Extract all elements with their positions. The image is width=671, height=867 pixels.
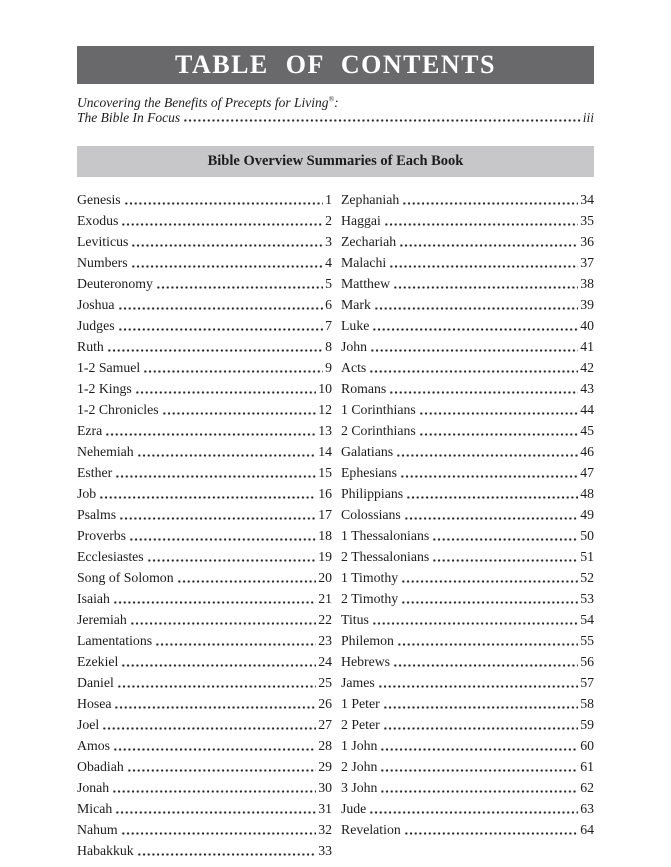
dot-leader [397, 643, 578, 646]
toc-entry-label: 1 Peter [341, 696, 380, 711]
dot-leader [113, 601, 316, 604]
toc-entry-page: 35 [580, 213, 594, 228]
toc-column-left [77, 189, 332, 861]
toc-entry [77, 273, 332, 294]
toc-entry [341, 399, 594, 420]
toc-entry-page: 10 [318, 381, 332, 396]
toc-entry-label: Ecclesiastes [77, 549, 144, 564]
dot-leader [432, 559, 578, 562]
toc-entry-page: 50 [580, 528, 594, 543]
toc-entry-page: 40 [580, 318, 594, 333]
toc-entry [341, 693, 594, 714]
toc-entry [77, 336, 332, 357]
dot-leader [118, 307, 324, 310]
toc-entry-label: 1-2 Chronicles [77, 402, 159, 417]
toc-entry-page: 48 [580, 486, 594, 501]
toc-entry-label: Galatians [341, 444, 394, 459]
intro-toc-entry [77, 110, 594, 125]
toc-entry-page: 24 [318, 654, 332, 669]
toc-entry-page: 52 [580, 570, 594, 585]
toc-entry-page: 9 [325, 360, 332, 375]
toc-entry-page: 23 [318, 633, 332, 648]
page-title: TABLE OF CONTENTS [175, 50, 496, 79]
toc-entry-label: Titus [341, 612, 369, 627]
toc-entry [341, 525, 594, 546]
dot-leader [374, 307, 578, 310]
dot-leader [124, 202, 323, 205]
dot-leader [129, 538, 316, 541]
toc-entry-label: Nahum [77, 822, 118, 837]
dot-leader [147, 559, 317, 562]
toc-entry [341, 189, 594, 210]
dot-leader [118, 328, 324, 331]
toc-entry-page: 25 [318, 675, 332, 690]
dot-leader [135, 391, 316, 394]
toc-entry [77, 609, 332, 630]
toc-entry-page: 49 [580, 507, 594, 522]
dot-leader [370, 349, 578, 352]
section-heading: Bible Overview Summaries of Each Book [207, 153, 464, 169]
toc-entry-label: Matthew [341, 276, 391, 291]
toc-entry-label: 1-2 Samuel [77, 360, 141, 375]
toc-entry-page: 29 [318, 759, 332, 774]
dot-leader [393, 664, 578, 667]
toc-entry [341, 735, 594, 756]
toc-entry-label: Zephaniah [341, 192, 400, 207]
toc-entry-label: 1 Thessalonians [341, 528, 430, 543]
toc-entry-page: 18 [318, 528, 332, 543]
toc-entry-page: 64 [580, 822, 594, 837]
intro-entry-label: The Bible In Focus [77, 110, 181, 125]
toc-entry [77, 378, 332, 399]
toc-entry-page: 57 [580, 675, 594, 690]
toc-entry-page: 59 [580, 717, 594, 732]
toc-entry-page: 56 [580, 654, 594, 669]
dot-leader [372, 328, 578, 331]
toc-entry [341, 504, 594, 525]
toc-entry [77, 777, 332, 798]
dot-leader [115, 475, 316, 478]
toc-entry-page: 21 [318, 591, 332, 606]
toc-entry [341, 714, 594, 735]
toc-entry [77, 441, 332, 462]
toc-entry-label: Psalms [77, 507, 117, 522]
toc-entry [341, 819, 594, 840]
toc-entry [77, 840, 332, 861]
toc-entry-label: Romans [341, 381, 387, 396]
toc-entry-label: Mark [341, 297, 371, 312]
toc-entry-label: Proverbs [77, 528, 127, 543]
toc-entry-page: 53 [580, 591, 594, 606]
toc-entry-page: 8 [325, 339, 332, 354]
toc-entry-page: 26 [318, 696, 332, 711]
toc-entry-page: 14 [318, 444, 332, 459]
toc-entry [341, 756, 594, 777]
dot-leader [401, 580, 578, 583]
intro-entry-page: iii [582, 110, 594, 125]
toc-entry-label: Deuteronomy [77, 276, 153, 291]
toc-entry-label: Haggai [341, 213, 381, 228]
toc-entry-label: Amos [77, 738, 110, 753]
toc-entry [341, 483, 594, 504]
toc-entry [341, 798, 594, 819]
dot-leader [121, 832, 317, 835]
toc-entry [341, 231, 594, 252]
toc-entry-page: 15 [318, 465, 332, 480]
toc-entry-page: 12 [318, 402, 332, 417]
toc-entry [341, 378, 594, 399]
toc-entry-label: Isaiah [77, 591, 110, 606]
toc-entry-label: Acts [341, 360, 367, 375]
toc-entry [77, 756, 332, 777]
dot-leader [156, 286, 323, 289]
toc-entry [77, 630, 332, 651]
toc-entry [341, 210, 594, 231]
intro-line-1 [77, 95, 594, 110]
toc-column-right [341, 189, 594, 861]
toc-entry [341, 777, 594, 798]
toc-entry-page: 55 [580, 633, 594, 648]
toc-entry-page: 36 [580, 234, 594, 249]
toc-entry-page: 41 [580, 339, 594, 354]
toc-entry [341, 672, 594, 693]
toc-entry-label: 2 Corinthians [341, 423, 416, 438]
dot-leader [131, 244, 323, 247]
toc-entry-label: 1-2 Kings [77, 381, 132, 396]
toc-entry-page: 32 [318, 822, 332, 837]
toc-entry [77, 420, 332, 441]
dot-leader [121, 223, 323, 226]
toc-entry [341, 315, 594, 336]
dot-leader [380, 769, 578, 772]
toc-entry-label: 2 Timothy [341, 591, 399, 606]
toc-entry-label: James [341, 675, 375, 690]
dot-leader [113, 748, 316, 751]
toc-entry-page: 19 [318, 549, 332, 564]
toc-entry-label: Colossians [341, 507, 401, 522]
toc-entry [341, 294, 594, 315]
toc-entry-page: 27 [318, 717, 332, 732]
dot-leader [406, 496, 578, 499]
toc-entry [341, 357, 594, 378]
toc-entry-page: 30 [318, 780, 332, 795]
toc-entry-page: 13 [318, 423, 332, 438]
toc-entry [77, 735, 332, 756]
toc-entry-label: Hebrews [341, 654, 391, 669]
toc-entry-label: Zechariah [341, 234, 397, 249]
toc-entry-label: Numbers [77, 255, 128, 270]
dot-leader [107, 349, 323, 352]
dot-leader [114, 706, 316, 709]
dot-leader [402, 202, 578, 205]
toc-entry [341, 609, 594, 630]
toc-entry [341, 546, 594, 567]
dot-leader [404, 517, 578, 520]
toc-entry-label: Jonah [77, 780, 110, 795]
dot-leader [155, 643, 316, 646]
dot-leader [105, 433, 316, 436]
toc-entry-page: 1 [325, 192, 332, 207]
toc-entry-label: Jeremiah [77, 612, 127, 627]
toc-entry [77, 504, 332, 525]
dot-leader [117, 685, 316, 688]
toc-entry [77, 567, 332, 588]
toc-entry-label: 1 Corinthians [341, 402, 416, 417]
toc-entry-label: Job [77, 486, 97, 501]
toc-entry-page: 4 [325, 255, 332, 270]
toc-entry [77, 231, 332, 252]
dot-leader [432, 538, 578, 541]
dot-leader [183, 119, 581, 122]
toc-entry-page: 46 [580, 444, 594, 459]
toc-entry [77, 819, 332, 840]
toc-entry-label: Joel [77, 717, 100, 732]
section-heading-bar [77, 146, 594, 177]
dot-leader [400, 475, 578, 478]
toc-entry-label: Song of Solomon [77, 570, 174, 585]
dot-leader [121, 664, 316, 667]
toc-entry-label: Nehemiah [77, 444, 134, 459]
toc-entry-page: 63 [580, 801, 594, 816]
dot-leader [102, 727, 316, 730]
dot-leader [380, 790, 578, 793]
toc-entry [341, 651, 594, 672]
toc-entry-label: 1 Timothy [341, 570, 399, 585]
toc-entry-page: 16 [318, 486, 332, 501]
toc-entry-page: 62 [580, 780, 594, 795]
toc-entry-page: 47 [580, 465, 594, 480]
toc-entry-label: Esther [77, 465, 113, 480]
toc-entry-page: 39 [580, 297, 594, 312]
toc-entry-label: Ruth [77, 339, 104, 354]
toc-entry [77, 357, 332, 378]
dot-leader [137, 853, 316, 856]
dot-leader [112, 790, 316, 793]
toc-entry-page: 38 [580, 276, 594, 291]
registered-mark: ® [328, 94, 335, 104]
dot-leader [396, 454, 578, 457]
dot-leader [383, 706, 579, 709]
dot-leader [369, 811, 578, 814]
toc-entry-label: 3 John [341, 780, 378, 795]
dot-leader [419, 412, 578, 415]
toc-entry [77, 189, 332, 210]
toc-entry-label: Malachi [341, 255, 387, 270]
toc-entry [341, 630, 594, 651]
toc-columns [77, 189, 594, 861]
dot-leader [380, 748, 578, 751]
dot-leader [162, 412, 317, 415]
dot-leader [383, 727, 579, 730]
toc-entry-label: Philippians [341, 486, 404, 501]
toc-entry-page: 5 [325, 276, 332, 291]
toc-entry-page: 31 [318, 801, 332, 816]
toc-entry-page: 20 [318, 570, 332, 585]
dot-leader [130, 622, 316, 625]
toc-entry-label: Jude [341, 801, 367, 816]
dot-leader [378, 685, 578, 688]
dot-leader [127, 769, 316, 772]
dot-leader [143, 370, 323, 373]
toc-entry-label: Joshua [77, 297, 115, 312]
toc-entry-label: Revelation [341, 822, 401, 837]
toc-entry [77, 798, 332, 819]
dot-leader [369, 370, 578, 373]
toc-entry [341, 567, 594, 588]
dot-leader [404, 832, 578, 835]
toc-entry-label: 1 John [341, 738, 378, 753]
toc-entry-page: 7 [325, 318, 332, 333]
toc-entry-label: Ezekiel [77, 654, 119, 669]
page-title-bar [77, 46, 594, 84]
toc-entry [77, 546, 332, 567]
toc-entry-label: Ephesians [341, 465, 397, 480]
dot-leader [384, 223, 578, 226]
toc-entry-page: 3 [325, 234, 332, 249]
dot-leader [115, 811, 316, 814]
toc-entry-page: 43 [580, 381, 594, 396]
dot-leader [419, 433, 578, 436]
toc-entry [77, 210, 332, 231]
toc-entry-label: Luke [341, 318, 370, 333]
toc-entry [77, 294, 332, 315]
toc-entry-label: Exodus [77, 213, 119, 228]
toc-entry [341, 462, 594, 483]
toc-entry-label: Philemon [341, 633, 394, 648]
toc-entry [77, 525, 332, 546]
toc-entry-page: 17 [318, 507, 332, 522]
toc-entry [77, 651, 332, 672]
toc-entry [77, 399, 332, 420]
toc-entry-label: 2 Peter [341, 717, 380, 732]
toc-entry [77, 588, 332, 609]
toc-entry [77, 714, 332, 735]
toc-entry-page: 33 [318, 843, 332, 858]
toc-entry-page: 22 [318, 612, 332, 627]
toc-entry-page: 51 [580, 549, 594, 564]
toc-entry-page: 60 [580, 738, 594, 753]
toc-entry-page: 37 [580, 255, 594, 270]
toc-entry-label: 2 John [341, 759, 378, 774]
toc-entry-page: 54 [580, 612, 594, 627]
toc-entry [77, 693, 332, 714]
dot-leader [177, 580, 317, 583]
toc-entry-page: 6 [325, 297, 332, 312]
toc-entry [341, 273, 594, 294]
toc-entry [77, 252, 332, 273]
toc-entry [77, 462, 332, 483]
dot-leader [137, 454, 317, 457]
toc-entry-page: 45 [580, 423, 594, 438]
toc-entry-page: 34 [580, 192, 594, 207]
toc-entry-label: Hosea [77, 696, 112, 711]
toc-entry-page: 61 [580, 759, 594, 774]
toc-entry-label: Habakkuk [77, 843, 134, 858]
dot-leader [131, 265, 324, 268]
toc-entry [77, 315, 332, 336]
toc-entry-label: Genesis [77, 192, 121, 207]
toc-entry [341, 441, 594, 462]
toc-entry [341, 420, 594, 441]
intro-section [77, 95, 594, 125]
dot-leader [393, 286, 578, 289]
intro-line-1-text: Uncovering the Benefits of Precepts for Living [77, 95, 329, 110]
dot-leader [119, 517, 316, 520]
toc-entry-label: Micah [77, 801, 113, 816]
toc-entry-label: Lamentations [77, 633, 153, 648]
toc-entry-page: 2 [325, 213, 332, 228]
toc-entry [341, 588, 594, 609]
toc-entry-label: Judges [77, 318, 115, 333]
toc-entry-page: 58 [580, 696, 594, 711]
toc-entry [77, 672, 332, 693]
dot-leader [389, 391, 578, 394]
dot-leader [389, 265, 578, 268]
dot-leader [401, 601, 578, 604]
dot-leader [372, 622, 578, 625]
toc-entry-page: 28 [318, 738, 332, 753]
toc-entry-label: Daniel [77, 675, 114, 690]
toc-entry-label: Obadiah [77, 759, 124, 774]
toc-entry-page: 44 [580, 402, 594, 417]
toc-entry-label: Ezra [77, 423, 103, 438]
toc-entry-label: 2 Thessalonians [341, 549, 430, 564]
toc-entry [77, 483, 332, 504]
intro-line-1-colon: : [334, 95, 339, 110]
toc-entry-page: 42 [580, 360, 594, 375]
toc-entry-label: Leviticus [77, 234, 129, 249]
dot-leader [99, 496, 316, 499]
toc-entry [341, 252, 594, 273]
toc-entry [341, 336, 594, 357]
toc-entry-label: John [341, 339, 368, 354]
dot-leader [399, 244, 578, 247]
